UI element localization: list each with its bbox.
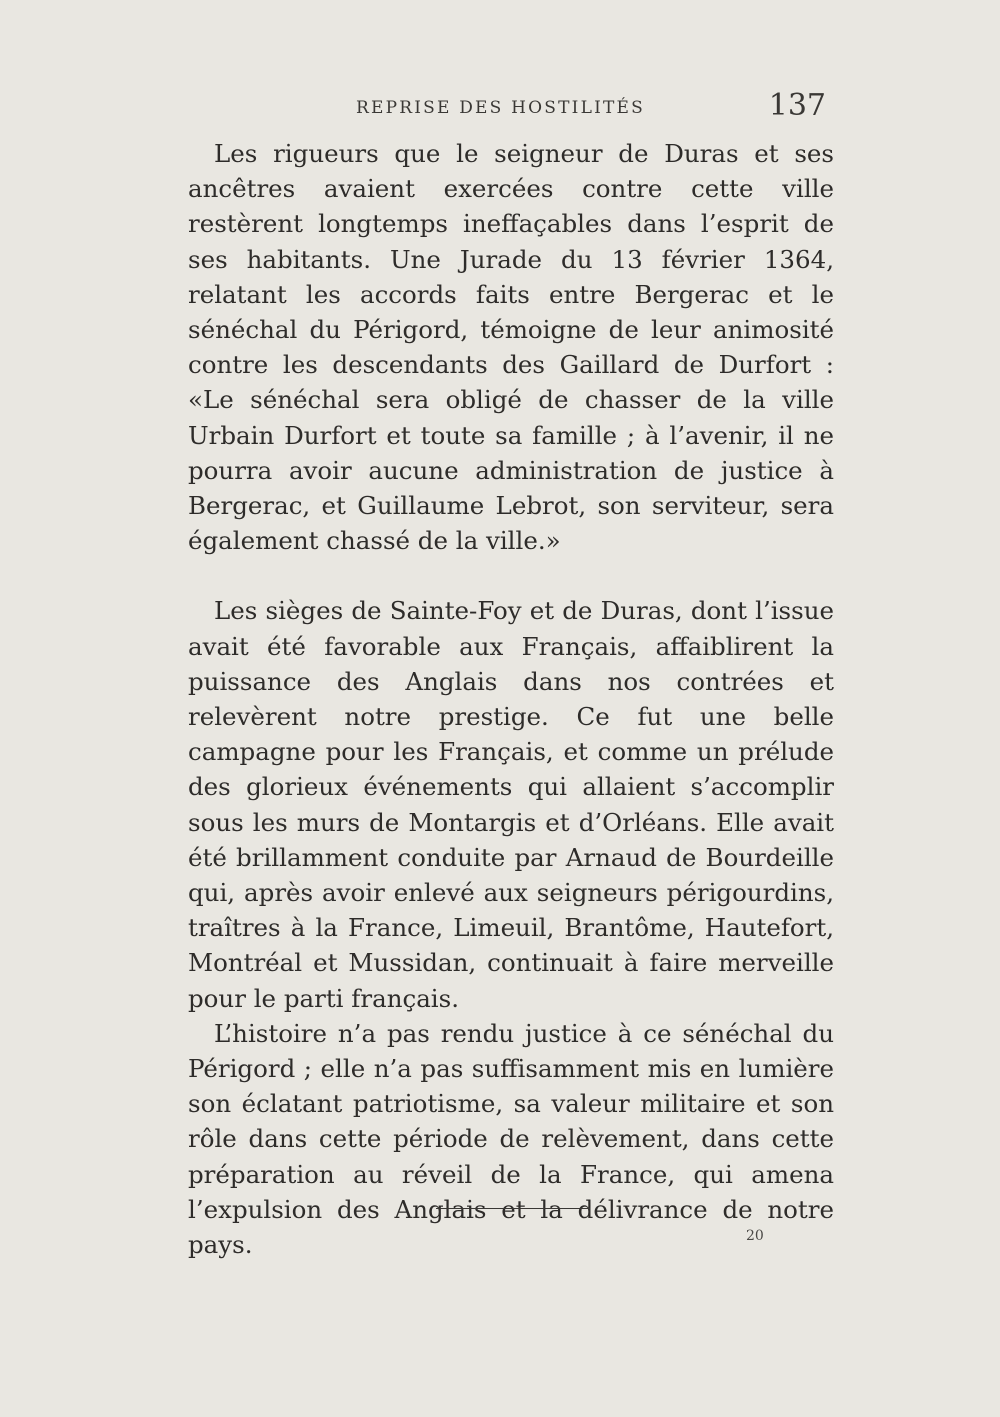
running-title: REPRISE DES HOSTILITÉS xyxy=(356,98,645,118)
signature-mark: 20 xyxy=(746,1228,764,1244)
paragraph-1: Les rigueurs que le seigneur de Duras et ses ancêtres avaient exercées contre cette ville restèrent longtemps ineffaçables dans l’esprit de ses habitants. Une Jurade du 13 février 1364, relatant les accords faits entre Bergerac et le sénéchal du Périgord, témoigne de leur animosité contre les descendants des Gaillard de Durfort : «Le sénéchal sera obligé de chasser de la ville Urbain Durfort et toute sa famille ; à l’avenir, il ne pourra avoir aucune administration de justice à Bergerac, et Guillaume Lebrot, son serviteur, sera également chassé de la ville.» xyxy=(188,139,834,556)
page-number: 137 xyxy=(768,88,826,123)
paragraph-3: L’histoire n’a pas rendu justice à ce sénéchal du Périgord ; elle n’a pas suffisamment mis en lumière son éclatant patriotisme, sa valeur militaire et son rôle dans cette période de relèvement, dans cette préparation au réveil de la France, qui amena l’expulsion des Anglais et la délivrance de notre pays. xyxy=(188,1018,834,1260)
body-text xyxy=(188,136,834,1262)
paragraph-2: Les sièges de Sainte-Foy et de Duras, dont l’issue avait été favorable aux Français, affaiblirent la puissance des Anglais dans nos contrées et relevèrent notre prestige. Ce fut une belle campagne pour les Français, et comme un prélude des glorieux événements qui allaient s’accomplir sous les murs de Montargis et d’Orléans. Elle avait été brillamment conduite par Arnaud de Bourdeille qui, après avoir enlevé aux seigneurs périgourdins, traîtres à la France, Limeuil, Brantôme, Hautefort, Montréal et Mussidan, continuait à faire merveille pour le parti français. xyxy=(188,596,834,1013)
running-head xyxy=(188,88,832,128)
section-rule xyxy=(436,1208,590,1209)
